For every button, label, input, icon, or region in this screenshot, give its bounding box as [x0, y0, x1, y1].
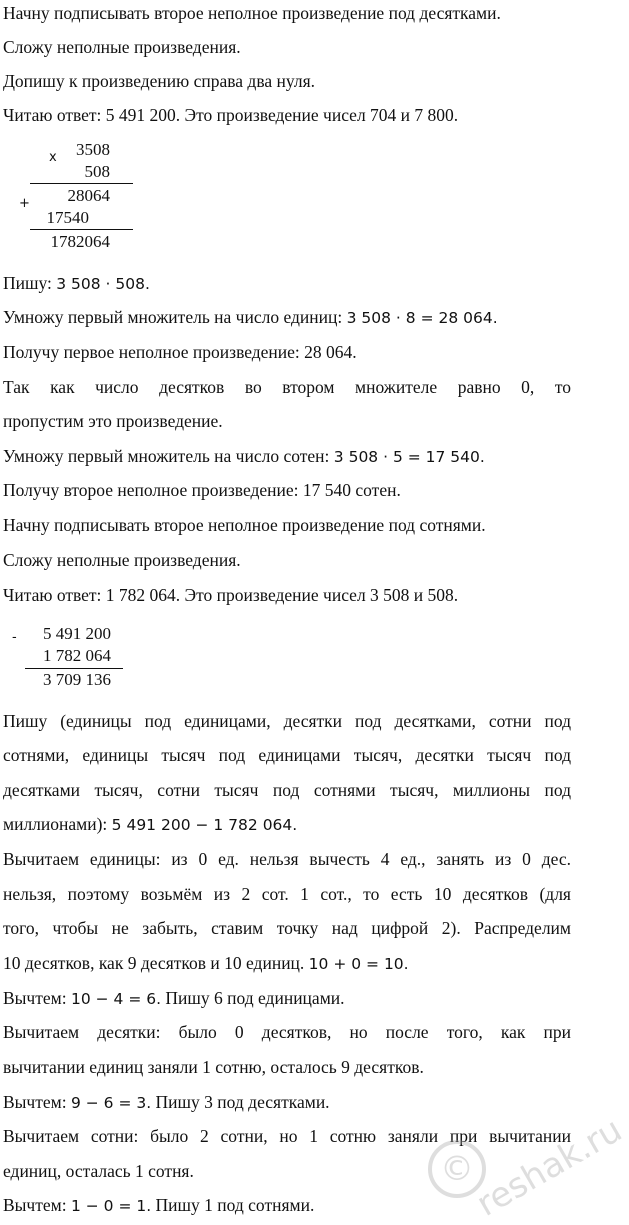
text-line: Так как число десятков во втором множителе равно 0, то [3, 377, 571, 397]
text-line: того, чтобы не забыть, ставим точку над цифрой 2). Распределим [3, 918, 571, 938]
rule-line [30, 183, 133, 184]
difference: 3 709 136 [43, 670, 111, 689]
text-line: Начну подписывать второе неполное произведение под сотнями. [3, 515, 486, 535]
text-line: Читаю ответ: 1 782 064. Это произведение чисел 3 508 и 508. [3, 585, 459, 605]
text-line: Вычтем: 9 − 6 = 3. Пишу 3 под десятками. [3, 1092, 330, 1112]
rule-line [30, 229, 133, 230]
partial-product-2: 17540 [46, 208, 89, 227]
watermark-text: reshak.ru [470, 1109, 629, 1225]
text-line: Сложу неполные произведения. [3, 37, 241, 57]
subtrahend: 1 782 064 [43, 646, 111, 665]
text-line: Пишу: 3 508 · 508. [3, 273, 150, 293]
text-line: Пишу (единицы под единицами, десятки под десятками, сотни под [3, 711, 571, 731]
text-line: Вычтем: 1 − 0 = 1. Пишу 1 под сотнями. [3, 1195, 315, 1215]
multiplicand: 3508 [76, 140, 110, 159]
text-line: Вычитаем десятки: было 0 десятков, но после того, как при [3, 1022, 571, 1042]
text-line: Вычитаем сотни: было 2 сотни, но 1 сотню заняли при вычитании [3, 1126, 571, 1146]
text-line: сотнями, единицы тысяч под единицами тысяч, десятки тысяч под [3, 745, 571, 765]
minus-sign: - [12, 630, 17, 645]
times-sign: x [49, 150, 57, 165]
copyright-watermark-icon: © [428, 1140, 486, 1198]
text-line: миллионами): 5 491 200 − 1 782 064. [3, 814, 298, 834]
partial-product-1: 28064 [67, 186, 110, 205]
text-line: Умножу первый множитель на число сотен: 3 508 · 5 = 17 540. [3, 446, 485, 466]
text-line: Вычтем: 10 − 4 = 6. Пишу 6 под единицами. [3, 988, 345, 1008]
text-line: единиц, осталась 1 сотня. [3, 1161, 194, 1181]
product-result: 1782064 [50, 232, 110, 251]
text-line: вычитании единиц заняли 1 сотню, осталось 9 десятков. [3, 1057, 424, 1077]
text-line: Получу второе неполное произведение: 17 540 сотен. [3, 480, 401, 500]
text-line: Читаю ответ: 5 491 200. Это произведение чисел 704 и 7 800. [3, 105, 459, 125]
text-line: Получу первое неполное произведение: 28 064. [3, 342, 357, 362]
text-line: Вычитаем единицы: из 0 ед. нельзя вычесть 4 ед., занять из 0 дес. [3, 849, 571, 869]
text-line: Допишу к произведению справа два нуля. [3, 71, 315, 91]
text-line: Умножу первый множитель на число единиц: 3 508 · 8 = 28 064. [3, 307, 498, 327]
text-line: Сложу неполные произведения. [3, 550, 241, 570]
multiplier: 508 [84, 162, 110, 181]
text-line: пропустим это произведение. [3, 411, 223, 431]
text-line: десятками тысяч, сотни тысяч под сотнями тысяч, миллионы под [3, 780, 571, 800]
minuend: 5 491 200 [43, 624, 111, 643]
text-line: Начну подписывать второе неполное произведение под десятками. [3, 3, 501, 23]
plus-sign: + [19, 196, 30, 211]
rule-line [25, 668, 123, 669]
text-line: нельзя, поэтому возьмём из 2 сот. 1 сот., то есть 10 десятков (для [3, 884, 571, 904]
text-line: 10 десятков, как 9 десятков и 10 единиц. 10 + 0 = 10. [3, 953, 409, 973]
